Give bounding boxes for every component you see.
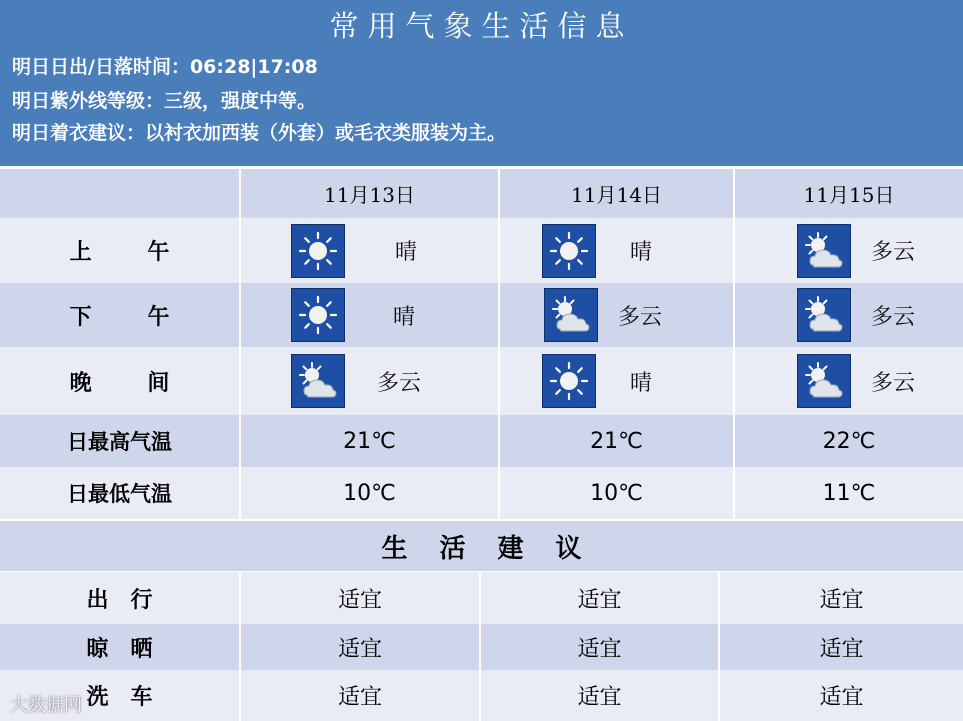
partly-cloudy-icon: [291, 354, 345, 408]
high-temp-value: 21℃: [500, 415, 735, 467]
weather-cell: [500, 218, 735, 283]
weather-text: 晴: [630, 370, 653, 396]
clothing-advice-info: 明日着衣建议：以衬衣加西装（外套）或毛衣类服装为主。: [12, 122, 507, 144]
sunrise-sunset-info: 明日日出/日落时间：06:28|17:08: [12, 56, 318, 78]
weather-cell: [241, 347, 500, 415]
uv-index-info: 明日紫外线等级：三级，强度中等。: [12, 90, 317, 112]
weather-text: 晴: [630, 240, 653, 265]
advice-value: 适宜: [481, 624, 720, 670]
partly-cloudy-icon: [797, 224, 851, 278]
weather-text: 多云: [871, 240, 916, 265]
weather-cell: [735, 218, 963, 283]
weather-text: 晴: [395, 240, 418, 265]
advice-value: 适宜: [481, 572, 720, 624]
life-advice-table: [0, 572, 963, 721]
date-header: 11月15日: [735, 169, 963, 218]
partly-cloudy-icon: [544, 288, 598, 342]
period-label-evening: 晚 间: [0, 347, 241, 415]
corner-cell: [0, 169, 241, 218]
weather-cell: [735, 283, 963, 347]
advice-label-drying: 晾晒: [0, 624, 241, 670]
weather-cell: [241, 283, 500, 347]
period-label-afternoon: 下 午: [0, 283, 241, 347]
header-banner: [0, 0, 963, 166]
advice-value: 适宜: [241, 624, 481, 670]
weather-text: 多云: [871, 370, 916, 396]
weather-text: 多云: [377, 370, 422, 396]
weather-cell: [735, 347, 963, 415]
advice-value: 适宜: [241, 670, 481, 721]
advice-label-carwash: 洗车: [0, 670, 241, 721]
date-header: 11月13日: [241, 169, 500, 218]
date-header: 11月14日: [500, 169, 735, 218]
weather-cell: [500, 347, 735, 415]
high-temp-value: 21℃: [241, 415, 500, 467]
sunny-icon: [291, 288, 345, 342]
life-advice-header: [0, 521, 963, 571]
low-temp-label: 日最低气温: [0, 467, 241, 519]
sunny-icon: [291, 224, 345, 278]
advice-value: 适宜: [720, 572, 963, 624]
low-temp-value: 10℃: [241, 467, 500, 519]
life-advice-title: 生活建议: [381, 533, 614, 564]
weather-text: 多云: [871, 304, 916, 330]
low-temp-value: 11℃: [735, 467, 963, 519]
weather-text: 晴: [393, 304, 416, 330]
sunny-icon: [542, 224, 596, 278]
weather-cell: [241, 218, 500, 283]
page-title: 常用气象生活信息: [329, 9, 634, 43]
period-label-morning: 上 午: [0, 218, 241, 283]
advice-value: 适宜: [720, 670, 963, 721]
high-temp-label: 日最高气温: [0, 415, 241, 467]
sunny-icon: [542, 354, 596, 408]
weather-text: 多云: [618, 304, 663, 330]
advice-value: 适宜: [720, 624, 963, 670]
forecast-table: [0, 169, 963, 519]
partly-cloudy-icon: [797, 354, 851, 408]
advice-label-travel: 出行: [0, 572, 241, 624]
low-temp-value: 10℃: [500, 467, 735, 519]
advice-value: 适宜: [481, 670, 720, 721]
advice-value: 适宜: [241, 572, 481, 624]
partly-cloudy-icon: [797, 288, 851, 342]
watermark: 大数据网: [10, 695, 82, 716]
weather-cell: [500, 283, 735, 347]
high-temp-value: 22℃: [735, 415, 963, 467]
